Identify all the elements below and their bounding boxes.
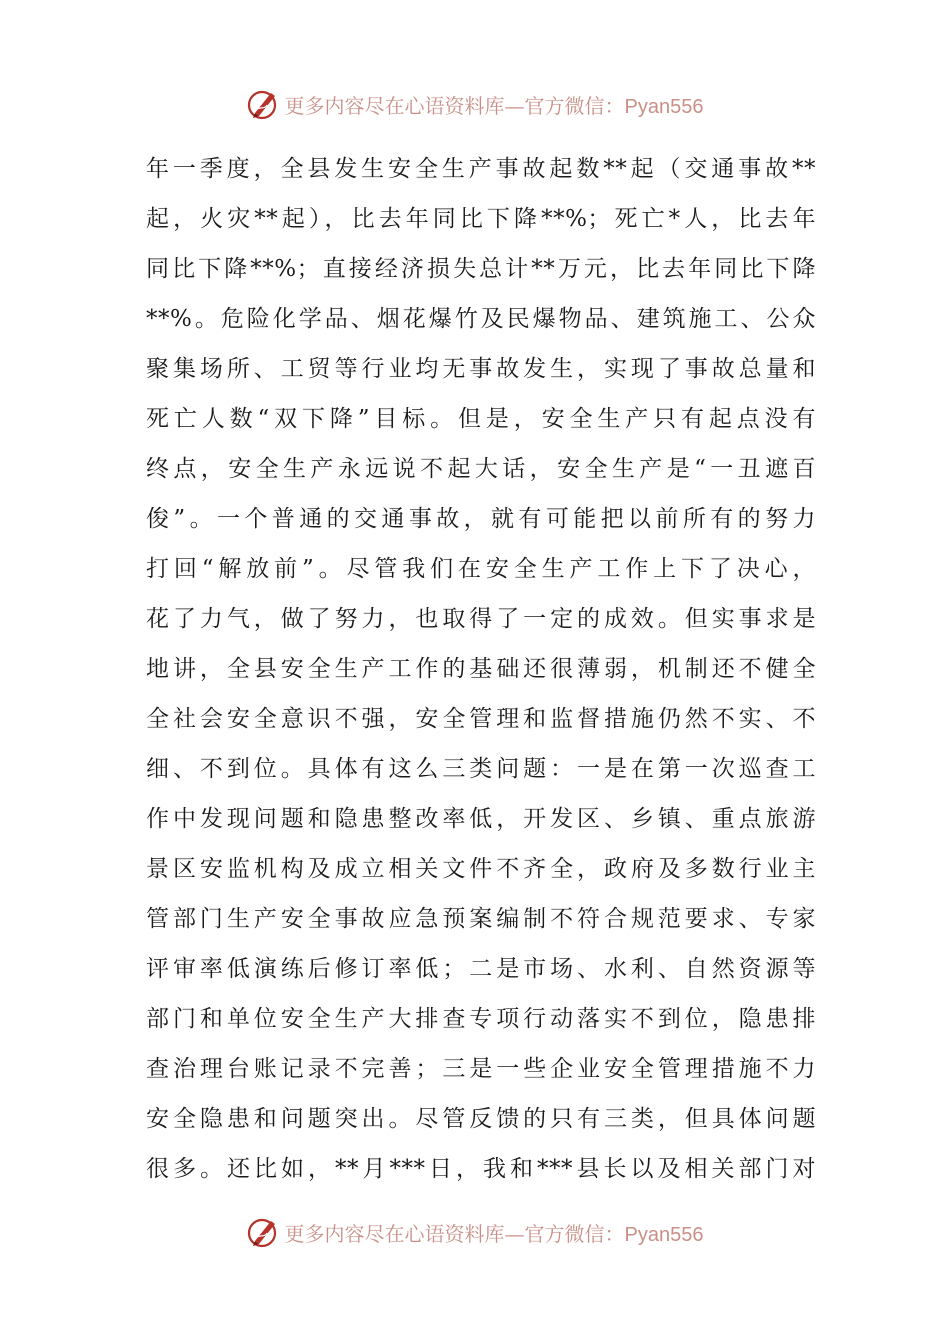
text-line: 起，火灾**起），比去年同比下降**%；死亡*人，比去年 (146, 206, 816, 232)
text-line: 全社会安全意识不强，安全管理和监督措施仍然不实、不 (146, 706, 816, 732)
header-banner (0, 82, 950, 126)
footer-banner (0, 1210, 950, 1254)
text-line: 年一季度，全县发生安全生产事故起数**起（交通事故** (146, 156, 816, 182)
wechat-handle: Pyan556 (624, 1223, 704, 1246)
text-line: **%。危险化学品、烟花爆竹及民爆物品、建筑施工、公众 (146, 306, 816, 332)
pen-logo-icon (247, 1215, 281, 1249)
text-line: 花了力气，做了努力，也取得了一定的成效。但实事求是 (146, 606, 816, 632)
banner-prefix: 更多内容尽在心语资料库—官方微信： (284, 93, 625, 118)
text-line: 俊”。一个普通的交通事故，就有可能把以前所有的努力 (146, 506, 816, 532)
text-line: 评审率低演练后修订率低；二是市场、水利、自然资源等 (146, 956, 816, 982)
text-line: 景区安监机构及成立相关文件不齐全，政府及多数行业主 (146, 856, 816, 882)
text-line: 细、不到位。具体有这么三类问题：一是在第一次巡查工 (146, 756, 816, 782)
text-line: 地讲，全县安全生产工作的基础还很薄弱，机制还不健全 (146, 656, 816, 682)
pen-logo-icon (247, 87, 281, 121)
banner-text (285, 1218, 704, 1247)
text-line: 同比下降**%；直接经济损失总计**万元，比去年同比下降 (146, 256, 816, 282)
text-line: 打回“解放前”。尽管我们在安全生产工作上下了决心， (146, 556, 816, 582)
banner-text (285, 90, 704, 119)
document-body (146, 144, 816, 1194)
text-line: 终点，安全生产永远说不起大话，安全生产是“一丑遮百 (146, 456, 816, 482)
text-line: 聚集场所、工贸等行业均无事故发生，实现了事故总量和 (146, 356, 816, 382)
text-line: 部门和单位安全生产大排查专项行动落实不到位，隐患排 (146, 1006, 816, 1032)
wechat-handle: Pyan556 (624, 95, 704, 118)
text-line: 作中发现问题和隐患整改率低，开发区、乡镇、重点旅游 (146, 806, 816, 832)
text-line: 死亡人数“双下降”目标。但是，安全生产只有起点没有 (146, 406, 816, 432)
text-line: 很多。还比如，**月***日，我和***县长以及相关部门对 (146, 1156, 816, 1182)
text-line: 安全隐患和问题突出。尽管反馈的只有三类，但具体问题 (146, 1106, 816, 1132)
text-line: 查治理台账记录不完善；三是一些企业安全管理措施不力 (146, 1056, 816, 1082)
text-line: 管部门生产安全事故应急预案编制不符合规范要求、专家 (146, 906, 816, 932)
banner-prefix: 更多内容尽在心语资料库—官方微信： (284, 1221, 625, 1246)
